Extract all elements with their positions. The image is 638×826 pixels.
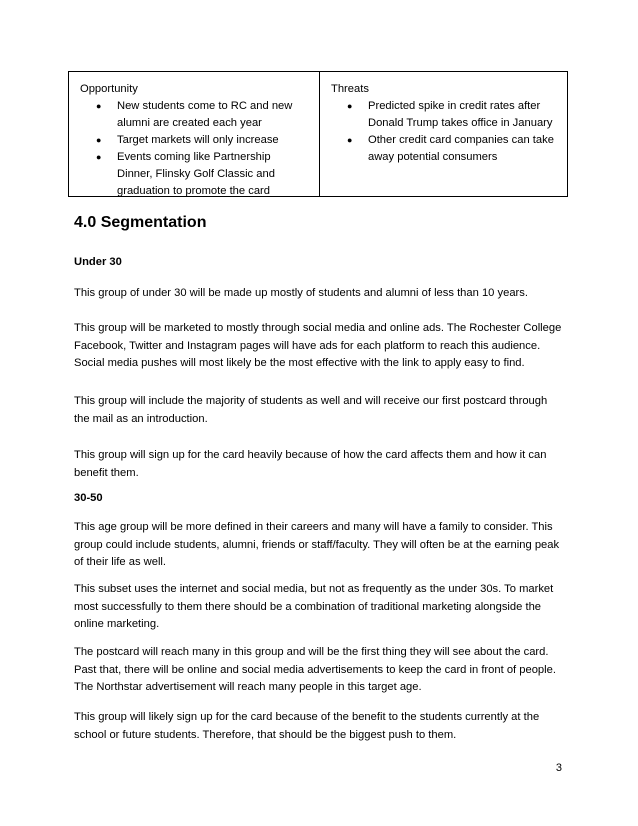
opportunity-heading: Opportunity bbox=[80, 83, 138, 95]
paragraph: This subset uses the internet and social media, but not as frequently as the under 30s. To market most successfully to them there should be a combination of traditional marketing alongside the online marketing. bbox=[74, 583, 554, 630]
bullet-icon: ● bbox=[347, 101, 353, 111]
list-item: ● New students come to RC and new alumni are created each year bbox=[96, 100, 293, 129]
paragraph: This group of under 30 will be made up mostly of students and alumni of less than 10 years. bbox=[74, 287, 528, 299]
bullet-icon: ● bbox=[96, 135, 102, 145]
threats-list bbox=[331, 98, 557, 166]
bullet-icon: ● bbox=[96, 152, 102, 162]
swot-table bbox=[68, 71, 568, 197]
paragraph: This group will sign up for the card heavily because of how the card affects them and how it can benefit them. bbox=[74, 449, 547, 479]
list-item: ● Predicted spike in credit rates after Donald Trump takes office in January bbox=[347, 100, 553, 129]
paragraph: This age group will be more defined in their careers and many will have a family to consider. This group could include students, alumni, friends or staff/faculty. They will often be at the earning peak of their life as well. bbox=[74, 521, 560, 568]
list-item: ● Events coming like Partnership Dinner, Flinsky Golf Classic and graduation to promote the card bbox=[96, 151, 275, 197]
list-item: ● Other credit card companies can take away potential consumers bbox=[347, 134, 554, 163]
opportunity-list bbox=[80, 98, 309, 200]
opportunity-cell bbox=[69, 72, 320, 196]
section-title: 4.0 Segmentation bbox=[74, 214, 207, 231]
bullet-icon: ● bbox=[347, 135, 353, 145]
page-number: 3 bbox=[555, 762, 562, 774]
paragraph: This group will be marketed to mostly through social media and online ads. The Rochester College Facebook, Twitter and Instagram pages will have ads for each platform to reach this audience. Social media pushes will most likely be the most effective with the link to apply easy to find. bbox=[74, 322, 562, 369]
bullet-icon: ● bbox=[96, 101, 102, 111]
threats-cell bbox=[320, 72, 567, 196]
threats-heading: Threats bbox=[331, 83, 369, 95]
paragraph: This group will likely sign up for the card because of the benefit to the students currently at the school or future students. Therefore, that should be the biggest push to them. bbox=[74, 711, 540, 741]
subheading-30-50: 30-50 bbox=[74, 492, 103, 504]
list-item: ● Target markets will only increase bbox=[80, 132, 309, 149]
paragraph: This group will include the majority of students as well and will receive our first postcard through the mail as an introduction. bbox=[74, 395, 548, 425]
subheading-under-30: Under 30 bbox=[74, 256, 122, 268]
paragraph: The postcard will reach many in this group and will be the first thing they will see about the card. Past that, there will be online and social media advertisements to keep the card in front of people. The Northstar advertisement will reach many people in this target age. bbox=[74, 646, 556, 693]
